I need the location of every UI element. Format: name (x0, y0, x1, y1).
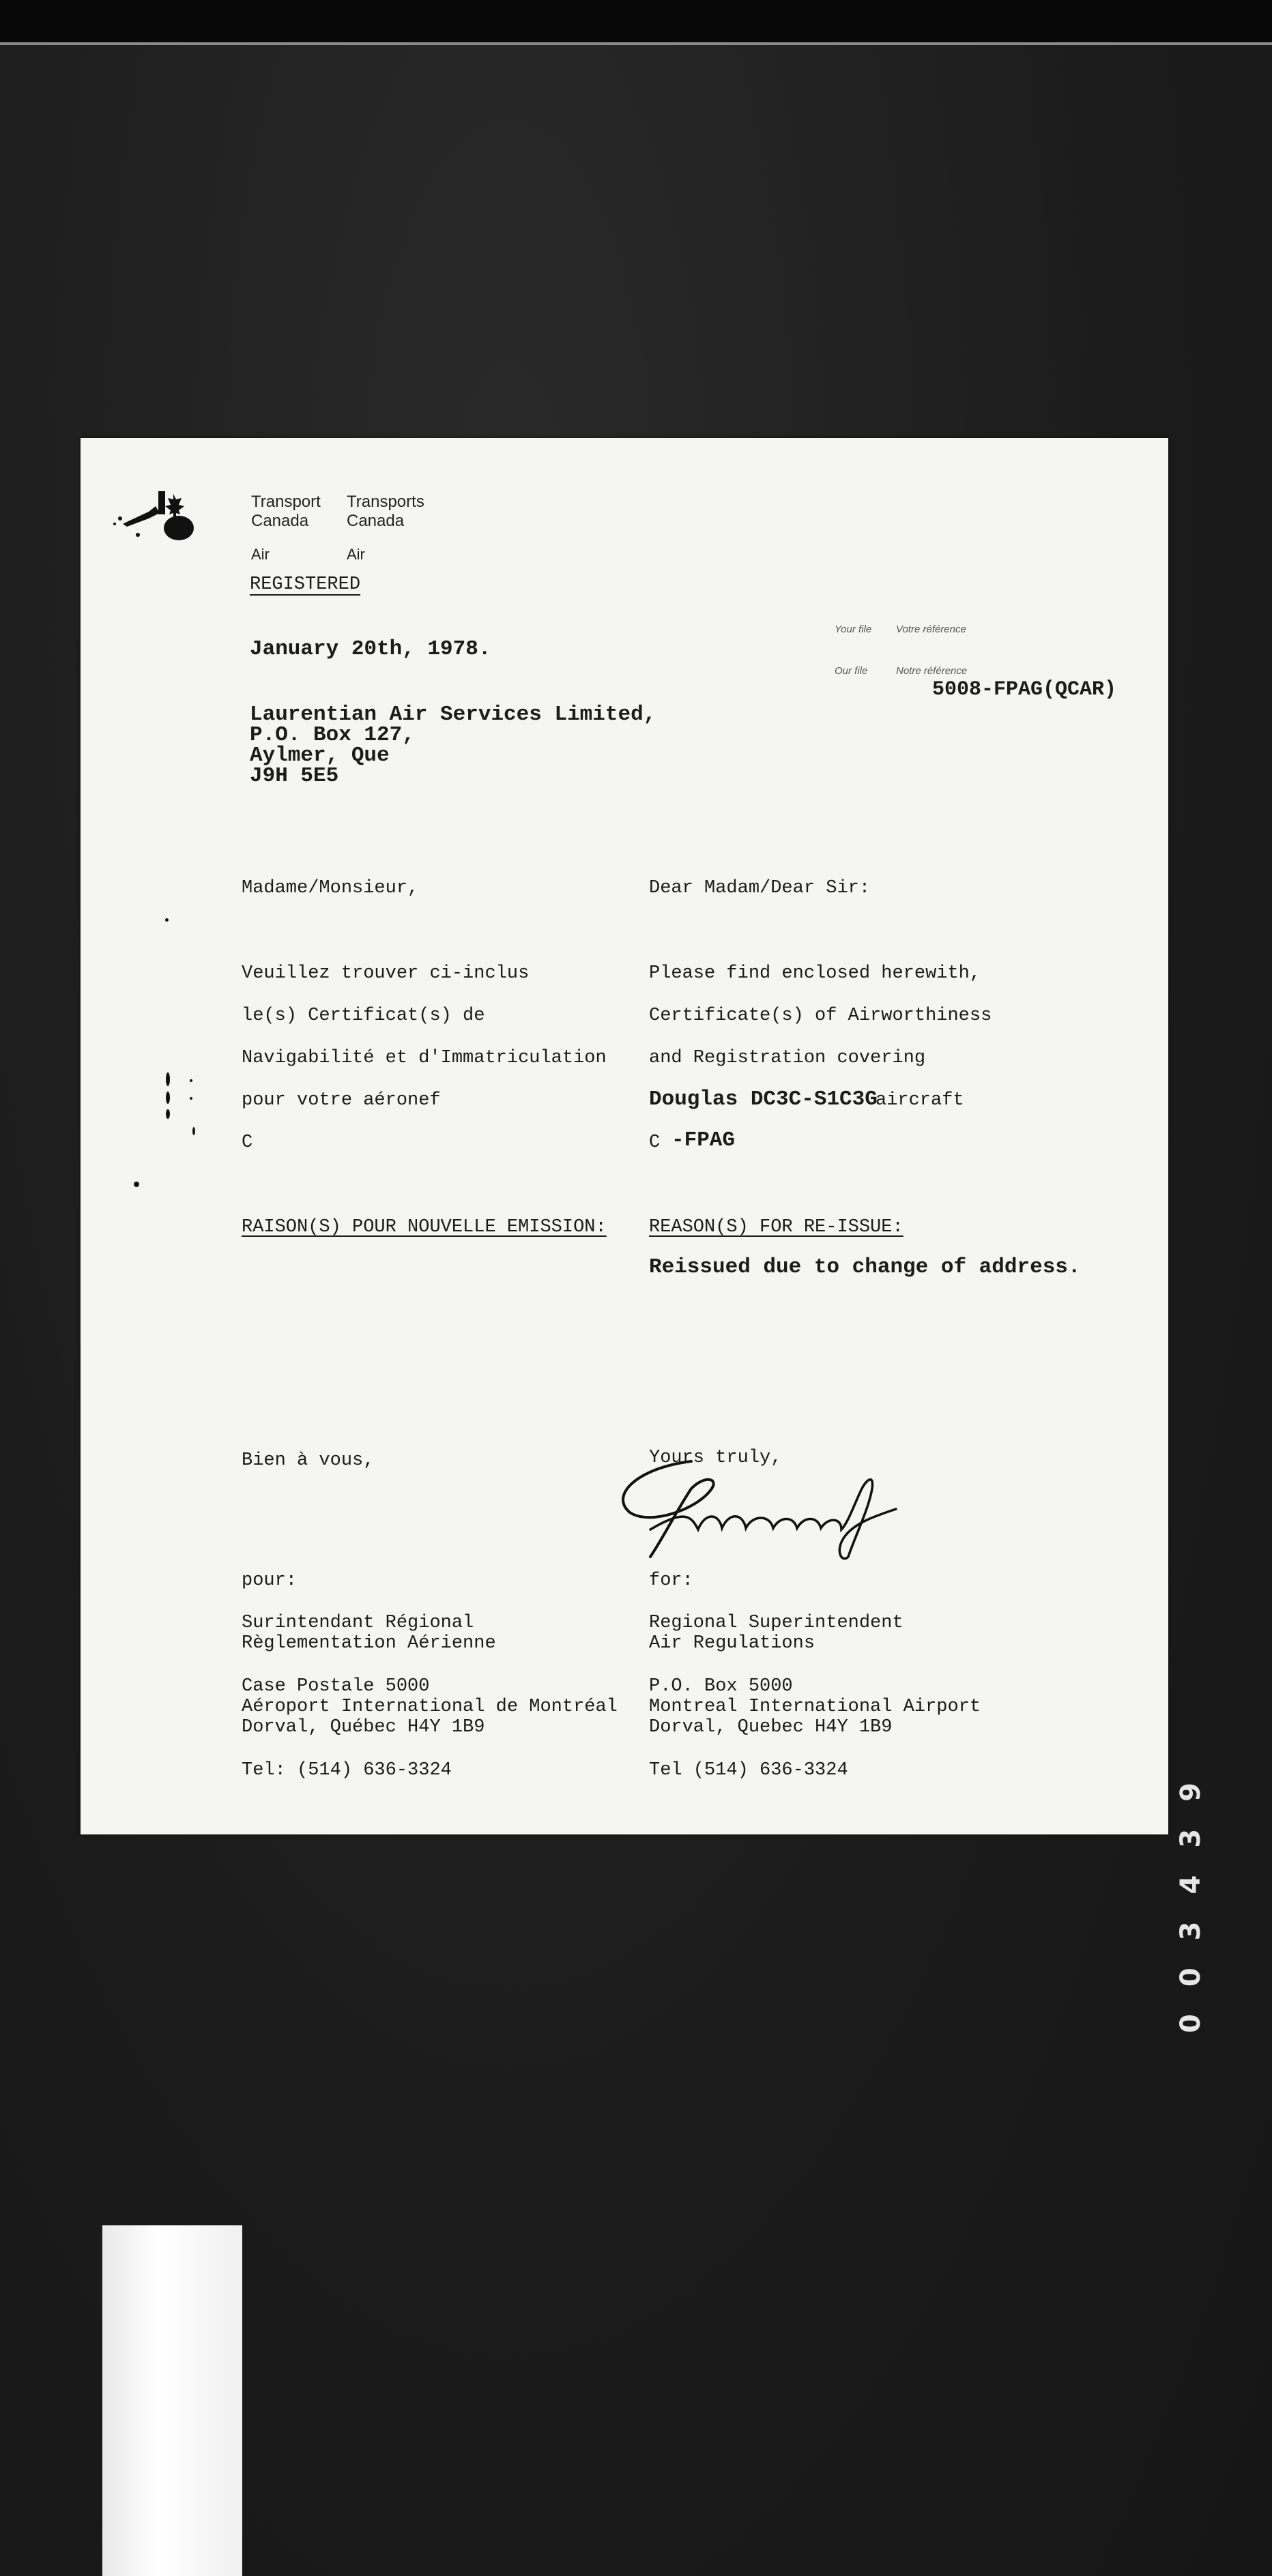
scan-speck (192, 1127, 195, 1135)
file-reference-number: 5008-FPAG(QCAR) (932, 678, 1117, 701)
salutation-en: Dear Madam/Dear Sir: (649, 878, 871, 898)
film-leader-strip (102, 2225, 242, 2576)
handwritten-signature (609, 1448, 910, 1570)
address-en-line-3: Dorval, Quebec H4Y 1B9 (649, 1717, 893, 1738)
body-en-line-3: and Registration covering (649, 1048, 926, 1068)
closing-fr: Bien à vous, (242, 1450, 375, 1471)
scan-speck (190, 1079, 192, 1082)
microfilm-top-band (0, 0, 1272, 42)
address-fr-line-3: Dorval, Québec H4Y 1B9 (242, 1717, 485, 1738)
letter-date: January 20th, 1978. (250, 637, 491, 661)
address-en-line-1: P.O. Box 5000 (649, 1676, 793, 1697)
body-fr-line-4: pour votre aéronef (242, 1090, 441, 1111)
dept-name-en-1: Transport (251, 493, 321, 511)
registered-stamp: REGISTERED (250, 574, 361, 595)
scan-speck (165, 918, 169, 922)
recipient-line-4: J9H 5E5 (250, 764, 339, 788)
your-file-label-en: Your file (835, 624, 872, 635)
title-en-line-2: Air Regulations (649, 1633, 815, 1654)
transport-canada-logo-icon (108, 479, 210, 554)
reason-text: Reissued due to change of address. (649, 1255, 1081, 1279)
title-fr-line-1: Surintendant Régional (242, 1613, 474, 1633)
registration-prefix-fr: C (242, 1132, 253, 1153)
aircraft-registration: -FPAG (671, 1128, 736, 1152)
reason-heading-en: REASON(S) FOR RE-ISSUE: (649, 1217, 904, 1238)
scan-speck (166, 1092, 170, 1104)
closing-en: Yours truly, (649, 1448, 782, 1468)
telephone-fr: Tel: (514) 636-3324 (242, 1760, 452, 1781)
your-file-label-fr: Votre référence (896, 624, 966, 635)
reason-heading-fr: RAISON(S) POUR NOUVELLE EMISSION: (242, 1217, 607, 1238)
title-en-line-1: Regional Superintendent (649, 1613, 904, 1633)
scan-speck (166, 1072, 170, 1086)
body-fr-line-2: le(s) Certificat(s) de (242, 1006, 485, 1026)
microfilm-top-rule (0, 42, 1272, 45)
address-en-line-2: Montreal International Airport (649, 1697, 981, 1717)
salutation-fr: Madame/Monsieur, (242, 878, 419, 898)
recipient-line-1: Laurentian Air Services Limited, (250, 703, 656, 727)
body-en-line-2: Certificate(s) of Airworthiness (649, 1006, 992, 1026)
scan-speck (190, 1097, 192, 1100)
recipient-line-3: Aylmer, Que (250, 744, 390, 767)
aircraft-word: aircraft (876, 1090, 964, 1111)
aircraft-type: Douglas DC3C-S1C3G (649, 1087, 878, 1111)
our-file-label-en: Our file (835, 665, 868, 677)
body-fr-line-1: Veuillez trouver ci-inclus (242, 963, 530, 984)
scan-speck (134, 1182, 139, 1187)
title-fr-line-2: Règlementation Aérienne (242, 1633, 496, 1654)
frame-number-text: 003439 (1175, 1755, 1206, 2033)
our-file-label-fr: Notre référence (896, 665, 968, 677)
recipient-line-2: P.O. Box 127, (250, 723, 415, 747)
registration-prefix-en: C (649, 1132, 661, 1153)
body-fr-line-3: Navigabilité et d'Immatriculation (242, 1048, 607, 1068)
telephone-en: Tel (514) 636-3324 (649, 1760, 848, 1781)
scan-speck (166, 1109, 170, 1119)
body-en-line-1: Please find enclosed herewith, (649, 963, 981, 984)
dept-name-en-2: Canada (251, 512, 309, 530)
dept-name-fr-1: Transports (347, 493, 424, 511)
dept-name-fr-2: Canada (347, 512, 405, 530)
branch-fr: Air (347, 546, 365, 563)
address-fr-line-1: Case Postale 5000 (242, 1676, 430, 1697)
branch-en: Air (251, 546, 270, 563)
address-fr-line-2: Aéroport International de Montréal (242, 1697, 618, 1717)
for-label: for: (649, 1570, 693, 1591)
letter-page (81, 438, 1168, 1834)
pour-label: pour: (242, 1570, 298, 1591)
